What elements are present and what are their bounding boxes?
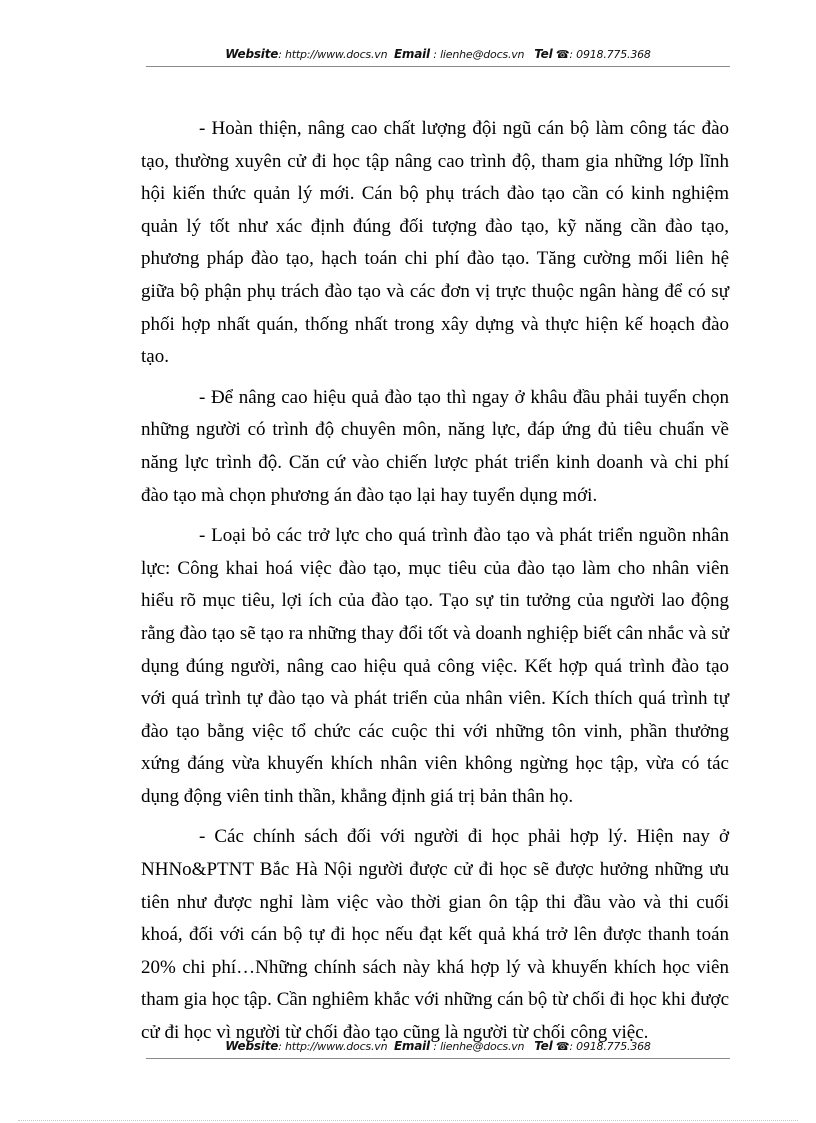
website-label: Website	[225, 1039, 279, 1053]
website-label: Website	[225, 47, 279, 61]
paragraph: - Hoàn thiện, nâng cao chất lượng đội ngũ cán bộ làm công tác đào tạo, thường xuyên cử đi học tập nâng cao trình độ, tham gia những lớp lĩnh hội kiến thức quản lý mới. Cán bộ phụ trách đào tạo cần có kinh nghiệm quản lý tốt như xác định đúng đối tượng đào tạo, kỹ năng cần đào tạo, phương pháp đào tạo, hạch toán chi phí đào tạo. Tăng cường mối liên hệ giữa bộ phận phụ trách đào tạo và các đơn vị trực thuộc ngân hàng để có sự phối hợp nhất quán, thống nhất trong xây dựng và thực hiện kế hoạch đào tạo.	[141, 118, 729, 368]
tel-label: Tel	[534, 1039, 553, 1053]
page-boundary-divider	[18, 1120, 798, 1121]
website-value: : http://www.docs.vn	[278, 48, 388, 61]
phone-icon: ☎	[555, 1040, 570, 1053]
phone-icon: ☎	[555, 48, 570, 61]
paragraph: - Loại bỏ các trở lực cho quá trình đào tạo và phát triển nguồn nhân lực: Công khai hoá việc đào tạo, mục tiêu của đào tạo làm cho nhân viên hiểu rõ mục tiêu, lợi ích của đào tạo. Tạo sự tin tưởng của người lao động rằng đào tạo sẽ tạo ra những thay đổi tốt và doanh nghiệp biết cân nhắc và sử dụng đúng người, nâng cao hiệu quả công việc. Kết hợp quá trình đào tạo với quá trình tự đào tạo và phát triển của nhân viên. Kích thích quá trình tự đào tạo bằng việc tổ chức các cuộc thi với những tôn vinh, phần thưởng xứng đáng vừa khuyến khích nhân viên không ngừng học tập, vừa có tác dụng động viên tinh thần, khẳng định giá trị bản thân họ.	[141, 525, 729, 807]
website-value: : http://www.docs.vn	[278, 1040, 388, 1053]
email-value: : lienhe@docs.vn	[433, 48, 525, 61]
header-rule	[146, 66, 730, 67]
tel-label: Tel	[534, 47, 553, 61]
email-label: Email	[393, 1039, 430, 1053]
tel-value: : 0918.775.368	[569, 48, 651, 61]
email-label: Email	[393, 47, 430, 61]
footer-rule	[146, 1058, 730, 1059]
paragraph: - Để nâng cao hiệu quả đào tạo thì ngay ở khâu đầu phải tuyển chọn những người có trình độ chuyên môn, năng lực, đáp ứng đủ tiêu chuẩn về năng lực trình độ. Căn cứ vào chiến lược phát triển kinh doanh và chi phí đào tạo mà chọn phương án đào tạo lại hay tuyển dụng mới.	[141, 386, 729, 506]
paragraph: - Các chính sách đối với người đi học phải hợp lý. Hiện nay ở NHNo&PTNT Bắc Hà Nội người được cử đi học sẽ được hưởng những ưu tiên như được nghỉ làm việc vào thời gian ôn tập thi đầu vào và thi cuối khoá, đối với cán bộ tự đi học nếu đạt kết quả khá trở lên được thanh toán 20% chi phí…Những chính sách này khá hợp lý và khuyến khích học viên tham gia học tập. Cần nghiêm khắc với những cán bộ từ chối đi học khi được cử đi học vì người từ chối đào tạo cũng là người từ chối công việc.	[141, 826, 729, 1044]
page-header	[146, 47, 730, 67]
tel-value: : 0918.775.368	[569, 1040, 651, 1053]
page-footer	[146, 1039, 730, 1059]
document-body	[141, 113, 729, 1058]
email-value: : lienhe@docs.vn	[433, 1040, 525, 1053]
